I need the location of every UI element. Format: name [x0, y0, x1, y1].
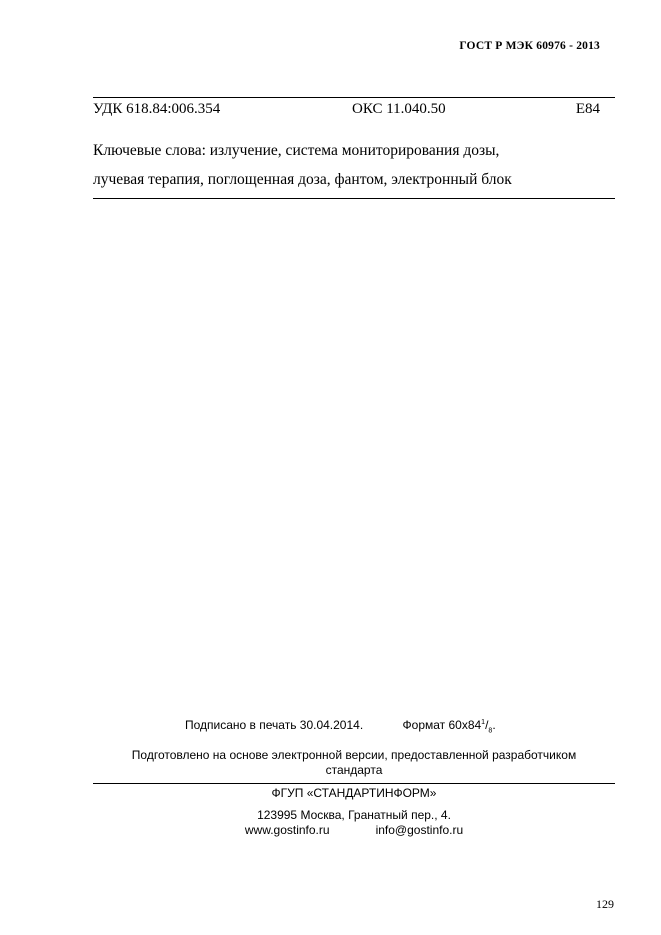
paper-format — [402, 718, 496, 735]
prepared-line-2: стандарта — [325, 763, 383, 777]
format-end: . — [492, 718, 496, 732]
publisher-address: 123995 Москва, Гранатный пер., 4. — [257, 808, 451, 822]
format-sub: 8 — [488, 727, 493, 735]
keywords-divider — [93, 198, 615, 199]
oks-code: ОКС 11.040.50 — [352, 101, 446, 117]
format-prefix: Формат 60x84 — [402, 718, 482, 732]
keywords-line-2: лучевая терапия, поглощенная доза, фантом, электронный блок — [93, 171, 512, 188]
signed-date: Подписано в печать 30.04.2014. — [185, 718, 364, 732]
standard-code-header: ГОСТ Р МЭК 60976 - 2013 — [459, 40, 600, 52]
udk-code: УДК 618.84:006.354 — [93, 101, 221, 117]
page-number: 129 — [596, 897, 614, 911]
print-signed-row — [185, 718, 496, 734]
classification-row — [93, 101, 600, 121]
top-divider — [93, 97, 615, 98]
website-link: www.gostinfo.ru — [244, 823, 330, 837]
prepared-note — [93, 748, 615, 778]
footer-divider — [93, 783, 615, 784]
prepared-line-1: Подготовлено на основе электронной версии, предоставленной разработчиком — [131, 748, 577, 762]
keywords-block — [93, 136, 613, 194]
keywords-line-1: Ключевые слова: излучение, система мониторирования дозы, — [93, 142, 500, 159]
publisher-name: ФГУП «СТАНДАРТИНФОРМ» — [271, 786, 437, 800]
format-slash: / — [485, 718, 489, 732]
email-link: info@gostinfo.ru — [375, 823, 464, 837]
classification-code: Е84 — [575, 101, 600, 117]
format-sup: 1 — [481, 719, 486, 726]
publisher-contacts — [93, 823, 615, 837]
